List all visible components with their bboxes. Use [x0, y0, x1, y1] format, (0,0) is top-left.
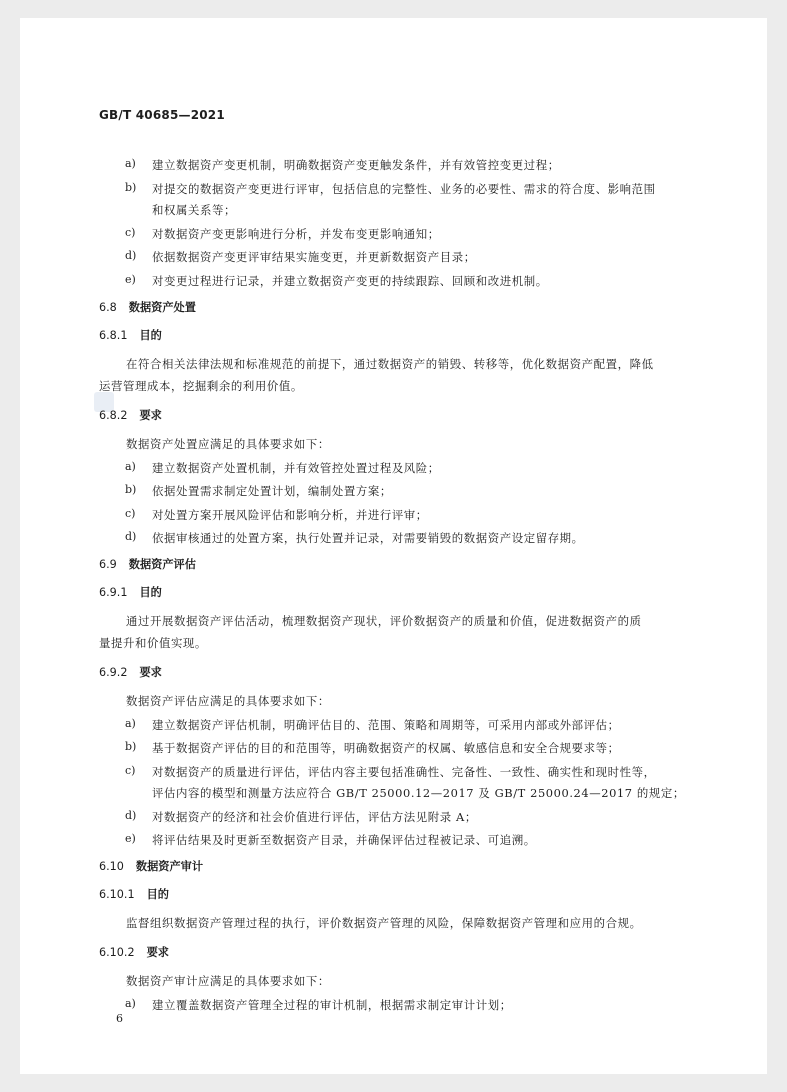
list-item-label: c) [125, 507, 136, 520]
paragraph-line: 量提升和价值实现。 [99, 636, 207, 650]
section-title: 目的 [139, 586, 162, 599]
section-number: 6.9.1 [99, 586, 128, 599]
section-heading [99, 886, 169, 902]
paragraph-line: 通过开展数据资产评估活动，梳理数据资产现状，评价数据资产的质量和价值，促进数据资产的质 [126, 614, 642, 628]
list-item-text: 对提交的数据资产变更进行评审，包括信息的完整性、业务的必要性、需求的符合度、影响范围 [152, 182, 656, 196]
list-item-text: 对数据资产变更影响进行分析，并发布变更影响通知； [152, 227, 440, 241]
section-number: 6.9 [99, 558, 117, 571]
list-item-label: a) [125, 717, 136, 730]
list-item-continuation: 评估内容的模型和测量方法应符合 GB/T 25000.12—2017 及 GB/T 25000.24—2017 的规定； [152, 786, 685, 800]
list-item-label: b) [125, 483, 137, 496]
section-title: 目的 [146, 888, 169, 901]
list-item-label: d) [125, 530, 137, 543]
list-item-text: 依据处置需求制定处置计划，编制处置方案； [152, 484, 392, 498]
paragraph-line: 数据资产评估应满足的具体要求如下： [126, 694, 330, 708]
page-number: 6 [116, 1012, 123, 1025]
section-number: 6.8.2 [99, 409, 128, 422]
list-item-label: b) [125, 740, 137, 753]
list-item-text: 对处置方案开展风险评估和影响分析，并进行评审； [152, 508, 428, 522]
list-item-label: b) [125, 181, 137, 194]
paragraph-line: 数据资产审计应满足的具体要求如下： [126, 974, 330, 988]
section-heading [99, 327, 162, 343]
document-page [20, 18, 767, 1074]
list-item-label: c) [125, 226, 136, 239]
paragraph-line: 运营管理成本，挖掘剩余的利用价值。 [99, 379, 303, 393]
list-item-text: 建立数据资产变更机制，明确数据资产变更触发条件，并有效管控变更过程； [152, 158, 560, 172]
section-title: 数据资产审计 [135, 860, 204, 873]
section-heading [99, 299, 196, 315]
list-item-text: 基于数据资产评估的目的和范围等，明确数据资产的权属、敏感信息和安全合规要求等； [152, 741, 620, 755]
section-heading [99, 858, 203, 874]
list-item-text: 将评估结果及时更新至数据资产目录，并确保评估过程被记录、可追溯。 [152, 833, 536, 847]
section-heading [99, 584, 162, 600]
section-heading [99, 556, 196, 572]
list-item-text: 对变更过程进行记录，并建立数据资产变更的持续跟踪、回顾和改进机制。 [152, 274, 548, 288]
list-item-label: d) [125, 809, 137, 822]
list-item-label: e) [125, 273, 136, 286]
standard-header: GB/T 40685—2021 [99, 108, 225, 122]
section-number: 6.10.2 [99, 946, 135, 959]
list-item-text: 依据数据资产变更评审结果实施变更，并更新数据资产目录； [152, 250, 476, 264]
section-title: 要求 [139, 409, 162, 422]
list-item-label: e) [125, 832, 136, 845]
list-item-label: c) [125, 764, 136, 777]
list-item-text: 对数据资产的经济和社会价值进行评估，评估方法见附录 A； [152, 810, 477, 824]
list-item-text: 建立数据资产处置机制，并有效管控处置过程及风险； [152, 461, 440, 475]
paragraph-line: 监督组织数据资产管理过程的执行，评价数据资产管理的风险，保障数据资产管理和应用的合规。 [126, 916, 642, 930]
section-title: 数据资产评估 [128, 558, 196, 571]
section-number: 6.10 [99, 860, 124, 873]
list-item-label: a) [125, 460, 136, 473]
list-item-continuation: 和权属关系等； [152, 203, 236, 217]
paragraph-line: 在符合相关法律法规和标准规范的前提下，通过数据资产的销毁、转移等，优化数据资产配置，降低 [126, 357, 654, 371]
section-heading [99, 664, 162, 680]
section-number: 6.10.1 [99, 888, 135, 901]
section-title: 要求 [139, 666, 162, 679]
list-item-label: a) [125, 157, 136, 170]
section-title: 目的 [139, 329, 162, 342]
list-item-label: d) [125, 249, 137, 262]
section-heading [99, 944, 169, 960]
list-item-text: 建立数据资产评估机制，明确评估目的、范围、策略和周期等，可采用内部或外部评估； [152, 718, 620, 732]
list-item-label: a) [125, 997, 136, 1010]
section-title: 数据资产处置 [128, 301, 196, 314]
section-number: 6.9.2 [99, 666, 128, 679]
section-title: 要求 [146, 946, 169, 959]
list-item-text: 建立覆盖数据资产管理全过程的审计机制，根据需求制定审计计划； [152, 998, 512, 1012]
list-item-text: 依据审核通过的处置方案，执行处置并记录，对需要销毁的数据资产设定留存期。 [152, 531, 584, 545]
paragraph-line: 数据资产处置应满足的具体要求如下： [126, 437, 330, 451]
list-item-text: 对数据资产的质量进行评估，评估内容主要包括准确性、完备性、一致性、确实性和现时性等， [152, 765, 656, 779]
section-heading [99, 407, 162, 423]
section-number: 6.8.1 [99, 329, 128, 342]
section-number: 6.8 [99, 301, 117, 314]
